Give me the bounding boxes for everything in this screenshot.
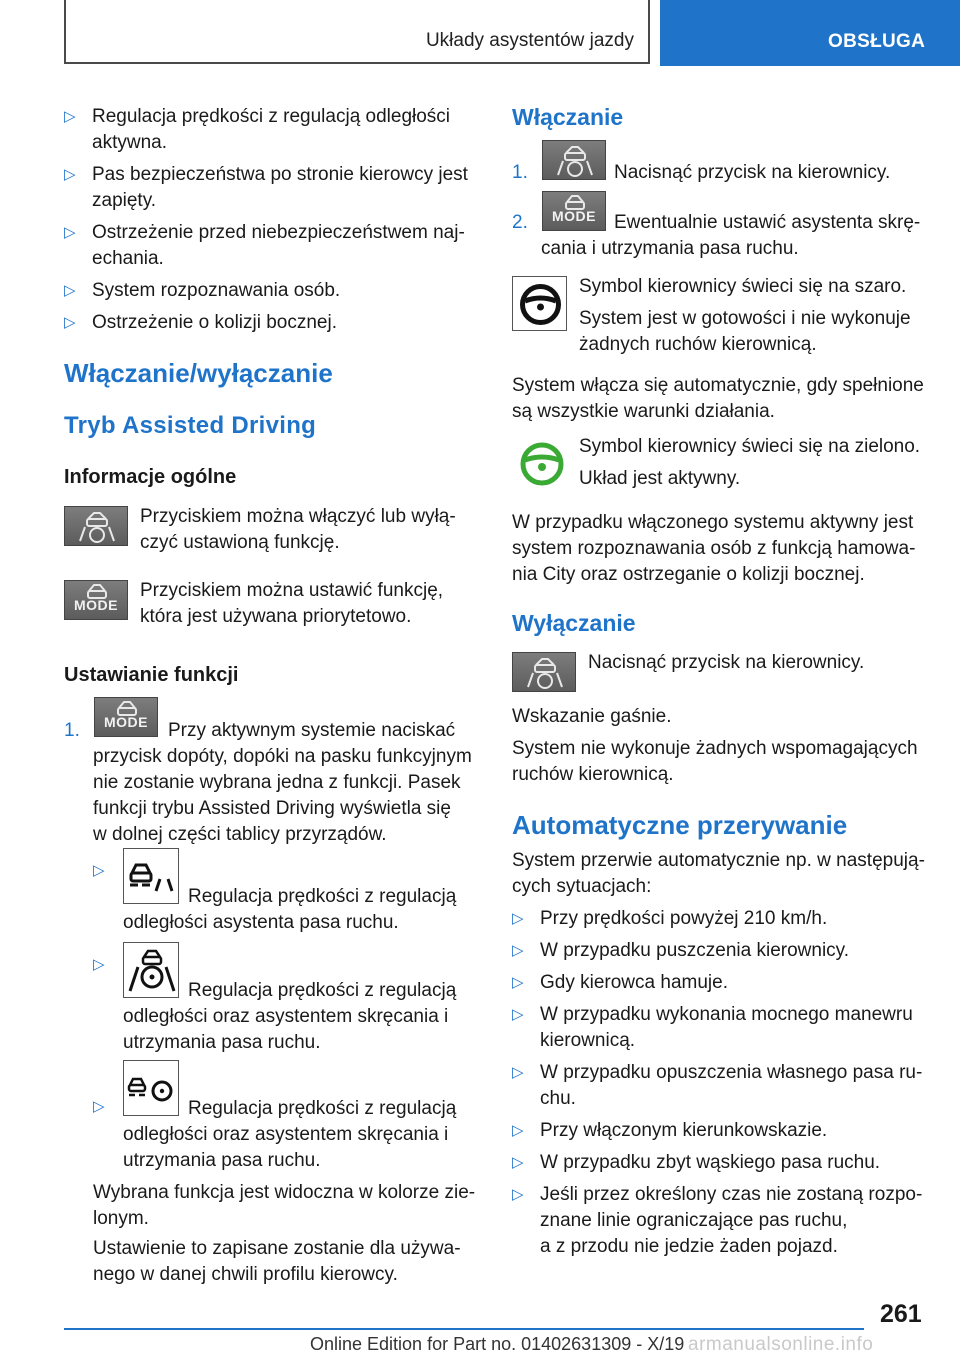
watermark: armanualsonline.info <box>688 1334 874 1355</box>
bullet-triangle-icon: ▷ <box>512 942 524 959</box>
text-line: Przyciskiem można włączyć lub wyłą- <box>140 506 456 527</box>
bullet-triangle-icon: ▷ <box>512 1186 524 1203</box>
text-line: lonym. <box>93 1208 149 1229</box>
heading-switch-on: Włączanie <box>512 104 624 130</box>
text-line: Ustawienie to zapisane zostanie dla używa- <box>93 1238 461 1259</box>
text-line: nie zostanie wybrana jedna z funkcji. Pasek <box>93 772 461 793</box>
general-text-1 <box>140 504 484 556</box>
list-item-line: echania. <box>92 248 164 269</box>
text-line: która jest używana priorytetowo. <box>140 606 412 627</box>
assist-button-icon <box>512 652 576 692</box>
text-line: odległości oraz asystentem skręcania i <box>123 1006 449 1027</box>
step-text-rest: cania i utrzymania pasa ruchu. <box>541 238 799 259</box>
bullet-triangle-icon: ▷ <box>512 1006 524 1023</box>
heading-switch-off: Wyłączanie <box>512 610 636 636</box>
text-line: w dolnej części tablicy przyrządów. <box>93 824 387 845</box>
mode-button-icon <box>542 191 606 231</box>
text-line: nego w danej chwili profilu kierowcy. <box>93 1264 398 1285</box>
mode-button-icon <box>94 697 158 737</box>
bullet-triangle-icon: ▷ <box>93 956 105 973</box>
active-note <box>512 510 952 588</box>
text-line: System jest w gotowości i nie wykonuje <box>579 308 911 329</box>
text-line: Przyciskiem można ustawić funkcję, <box>140 580 444 601</box>
text-line: odległości oraz asystentem skręcania i <box>123 1124 449 1145</box>
step1-first-line: Przy aktywnym systemie naciskać <box>168 720 456 741</box>
off-note <box>512 736 952 788</box>
text-line: Wybrana funkcja jest widoczna w kolorze zie- <box>93 1182 476 1203</box>
footer-divider <box>64 1328 864 1330</box>
sub-bullet-1-rest: odległości asystenta pasa ruchu. <box>123 912 399 933</box>
step-number: 1. <box>64 720 80 741</box>
text-line: Symbol kierownicy świeci się na szaro. <box>579 276 907 297</box>
text-line: utrzymania pasa ruchu. <box>123 1150 321 1171</box>
step1-body <box>93 744 488 848</box>
off-indicator: Wskazanie gaśnie. <box>512 706 672 727</box>
off-text: Nacisnąć przycisk na kierownicy. <box>588 652 865 673</box>
bullet-triangle-icon: ▷ <box>512 1122 524 1139</box>
section-title: Układy asystentów jazdy <box>425 30 634 51</box>
list-item-line: Pas bezpieczeństwa po stronie kierowcy jest <box>92 164 468 185</box>
text-line: są wszystkie warunki działania. <box>512 401 775 422</box>
mode-button-icon <box>64 580 128 620</box>
text-line: nia City oraz ostrzeganie o kolizji bocznej. <box>512 564 865 585</box>
header-section-box <box>64 0 650 64</box>
text-line: Symbol kierownicy świeci się na zielono. <box>579 436 921 457</box>
bullet-triangle-icon: ▷ <box>93 862 105 879</box>
grey-symbol-text <box>579 274 949 358</box>
general-text-2 <box>140 578 484 630</box>
step-text-first: Ewentualnie ustawić asystenta skrę- <box>614 212 921 233</box>
chapter-tab[interactable] <box>660 0 960 66</box>
list-item-line: Jeśli przez określony czas nie zostaną rozpo- <box>540 1184 923 1205</box>
step-number: 2. <box>512 212 528 233</box>
sub-bullet-2-rest <box>123 1004 484 1056</box>
list-item-line: W przypadku opuszczenia własnego pasa ru- <box>540 1062 923 1083</box>
text-line: ruchów kierownicą. <box>512 764 674 785</box>
list-item-line: Gdy kierowca hamuje. <box>540 972 728 993</box>
bullet-triangle-icon: ▷ <box>512 974 524 991</box>
text-line: przycisk dopóty, dopóki na pasku funkcyjnym <box>93 746 472 767</box>
text-line: funkcji trybu Assisted Driving wyświetla się <box>93 798 451 819</box>
heading-assisted-driving: Tryb Assisted Driving <box>64 412 317 439</box>
steering-wheel-green-icon <box>518 440 566 488</box>
list-item-line: W przypadku puszczenia kierownicy. <box>540 940 850 961</box>
heading-setting-function: Ustawianie funkcji <box>64 664 239 686</box>
mode-button-label: MODE <box>74 597 118 613</box>
bullet-triangle-icon: ▷ <box>64 282 76 299</box>
mode-button-label: MODE <box>552 208 596 224</box>
list-item-line: Przy włączonym kierunkowskazie. <box>540 1120 828 1141</box>
text-line: czyć ustawioną funkcję. <box>140 532 340 553</box>
list-item-line: System rozpoznawania osób. <box>92 280 341 301</box>
acc-steering-icon <box>123 942 179 998</box>
bullet-triangle-icon: ▷ <box>512 1064 524 1081</box>
list-item-line: W przypadku wykonania mocnego manewru <box>540 1004 913 1025</box>
step-text: Nacisnąć przycisk na kierownicy. <box>614 162 891 183</box>
chapter-tab-label: OBSŁUGA <box>828 31 926 52</box>
text-line: Układ jest aktywny. <box>579 468 741 489</box>
sub-bullet-3-rest <box>123 1122 484 1174</box>
steering-wheel-grey-icon <box>512 276 567 331</box>
text-line: W przypadku włączonego systemu aktywny jest <box>512 512 914 533</box>
list-item-line: Przy prędkości powyżej 210 km/h. <box>540 908 828 929</box>
auto-on-text <box>512 373 952 425</box>
list-item-line: Regulacja prędkości z regulacją odległości <box>92 106 451 127</box>
list-item-line: W przypadku zbyt wąskiego pasa ruchu. <box>540 1152 881 1173</box>
sub-bullet-2-first: Regulacja prędkości z regulacją <box>188 980 457 1001</box>
text-line: System nie wykonuje żadnych wspomagających <box>512 738 918 759</box>
bullet-triangle-icon: ▷ <box>64 314 76 331</box>
auto-intro <box>512 848 952 900</box>
list-item-line: kierownicą. <box>540 1030 636 1051</box>
list-item-line: aktywna. <box>92 132 167 153</box>
heading-auto-interrupt: Automatyczne przerywanie <box>512 810 848 840</box>
bullet-triangle-icon: ▷ <box>64 224 76 241</box>
heading-general-info: Informacje ogólne <box>64 466 237 488</box>
green-symbol-text <box>579 434 949 492</box>
assist-button-icon <box>542 140 606 180</box>
text-line: cych sytuacjach: <box>512 876 652 897</box>
text-line: System przerwie automatycznie np. w następują- <box>512 850 925 871</box>
bullet-triangle-icon: ▷ <box>64 108 76 125</box>
heading-on-off: Włączanie/wyłączanie <box>64 358 333 388</box>
list-item-line: chu. <box>540 1088 576 1109</box>
acc-lane-icon <box>123 848 179 904</box>
saved-note <box>93 1236 493 1288</box>
text-line: System włącza się automatycznie, gdy spełnione <box>512 375 924 396</box>
list-item-line: zapięty. <box>92 190 157 211</box>
bullet-triangle-icon: ▷ <box>512 1154 524 1171</box>
selected-note <box>93 1180 493 1232</box>
page-number: 261 <box>880 1300 922 1328</box>
bullet-triangle-icon: ▷ <box>64 166 76 183</box>
bullet-triangle-icon: ▷ <box>93 1098 105 1115</box>
text-line: utrzymania pasa ruchu. <box>123 1032 321 1053</box>
bullet-triangle-icon: ▷ <box>512 910 524 927</box>
sub-bullet-1-first: Regulacja prędkości z regulacją <box>188 886 457 907</box>
assist-button-icon <box>64 506 128 546</box>
list-item-line: Ostrzeżenie o kolizji bocznej. <box>92 312 337 333</box>
step-number: 1. <box>512 162 528 183</box>
list-item-line: a z przodu nie jedzie żaden pojazd. <box>540 1236 838 1257</box>
text-line: żadnych ruchów kierownicą. <box>579 334 817 355</box>
list-item-line: znane linie ograniczające pas ruchu, <box>540 1210 848 1231</box>
text-line: system rozpoznawania osób z funkcją hamowa- <box>512 538 916 559</box>
edition-text: Online Edition for Part no. 01402631309 - X/19 <box>310 1334 685 1354</box>
sub-bullet-3-first: Regulacja prędkości z regulacją <box>188 1098 457 1119</box>
mode-button-label: MODE <box>104 714 148 730</box>
acc-steering-combined-icon <box>123 1060 179 1116</box>
list-item-line: Ostrzeżenie przed niebezpieczeństwem naj- <box>92 222 465 243</box>
